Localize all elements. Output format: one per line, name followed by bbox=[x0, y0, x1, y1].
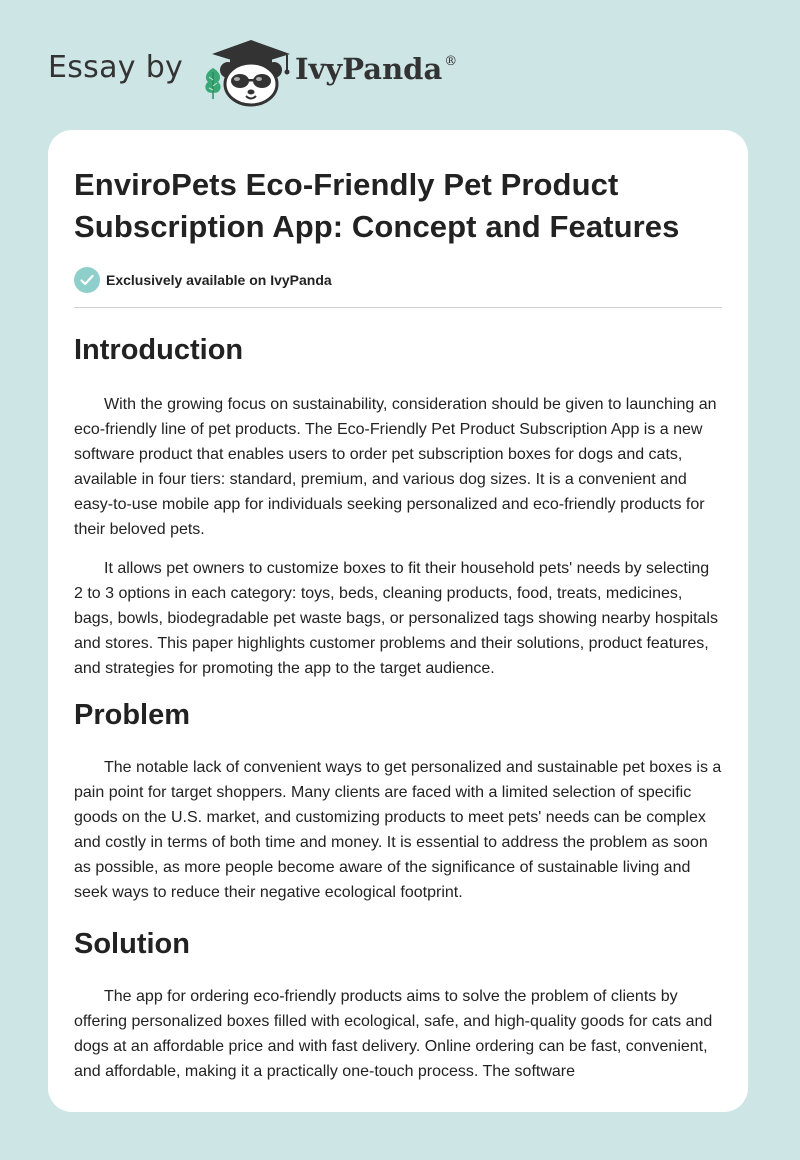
brand-prefix: Essay by bbox=[48, 50, 184, 85]
section-problem bbox=[74, 695, 722, 905]
exclusive-badge bbox=[74, 266, 722, 294]
brand-header bbox=[48, 36, 468, 108]
paragraph: With the growing focus on sustainability, consideration should be given to launching an eco-friendly line of pet products. The Eco-Friendly Pet Product Subscription App is a new software product that enables users to order pet subscription boxes for dogs and cats, available in four tiers: standard, premium, and various dog sizes. It is a convenient and easy-to-use mobile app for individuals seeking personalized and eco-friendly products for their beloved pets. bbox=[74, 396, 717, 538]
exclusive-badge-label: Exclusively available on IvyPanda bbox=[106, 272, 332, 288]
check-icon bbox=[74, 267, 100, 293]
section-heading: Problem bbox=[74, 699, 191, 731]
section-solution bbox=[74, 924, 722, 1084]
section-heading: Introduction bbox=[74, 334, 244, 366]
panda-graduate-logo bbox=[208, 36, 294, 108]
divider bbox=[74, 307, 722, 308]
paragraph: It allows pet owners to customize boxes to fit their household pets' needs by selecting 2 to 3 options in each category: toys, beds, cleaning products, food, treats, medicines, bags, bowls, biodegradable pet waste bags, or personalized tags showing nearby hospitals and stores. This paper highlights customer problems and their solutions, product features, and strategies for promoting the app to the target audience. bbox=[74, 560, 718, 677]
registered-mark: ® bbox=[444, 54, 458, 69]
brand-name: IvyPanda ® bbox=[295, 52, 458, 86]
essay-title: EnviroPets Eco-Friendly Pet Product Subscription App: Concept and Features bbox=[74, 167, 680, 244]
section-heading: Solution bbox=[74, 928, 190, 960]
paragraph: The notable lack of convenient ways to get personalized and sustainable pet boxes is a pain point for target shoppers. Many clients are faced with a limited selection of specific goods on the U.S. market, and customizing products to meet pets' needs can be complex and costly in terms of both time and money. It is essential to address the problem as soon as possible, as more people become aware of the significance of sustainable living and seek ways to reduce their negative ecological footprint. bbox=[74, 759, 722, 901]
section-introduction bbox=[74, 330, 722, 681]
paragraph: The app for ordering eco-friendly products aims to solve the problem of clients by offering personalized boxes filled with ecological, safe, and high-quality goods for cats and dogs at an affordable price and with fast delivery. Online ordering can be fast, convenient, and affordable, making it a practically one-touch process. The software bbox=[74, 988, 713, 1080]
essay-card bbox=[48, 130, 748, 1112]
